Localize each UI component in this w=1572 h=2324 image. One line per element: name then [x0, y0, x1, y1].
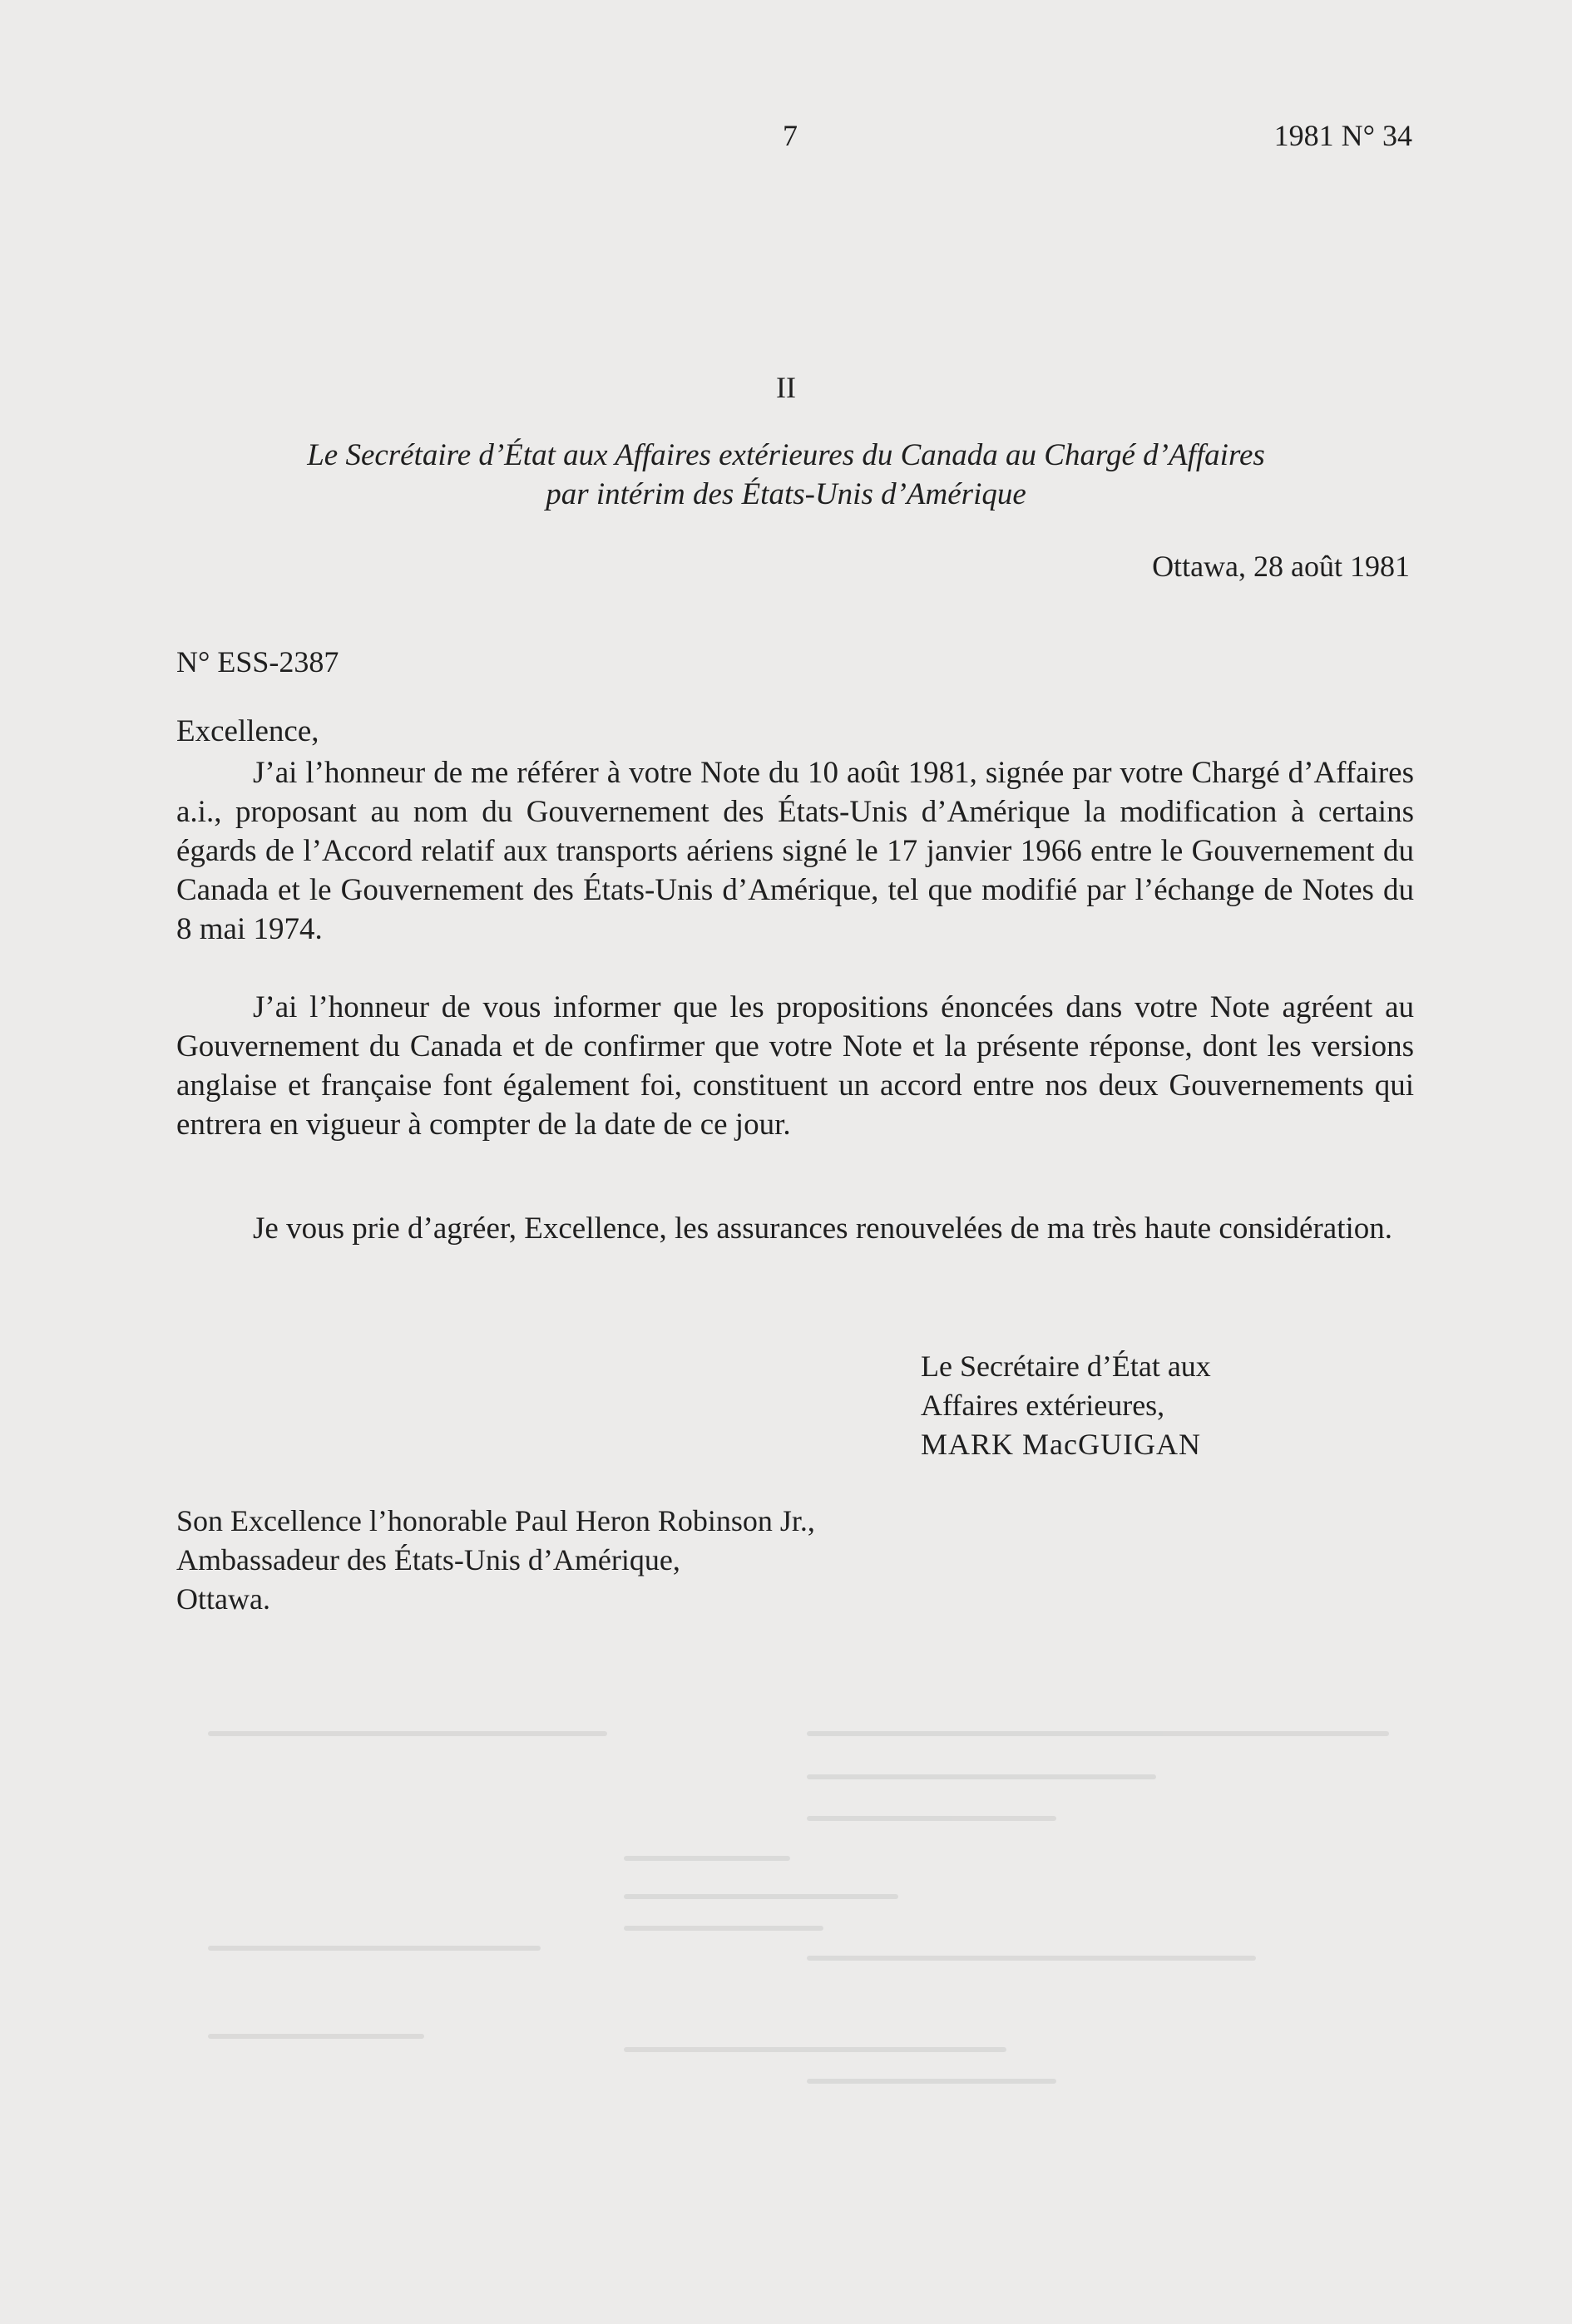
- addressee-line-1: Son Excellence l’honorable Paul Heron Robinson Jr.,: [176, 1504, 815, 1537]
- show-through-line: [807, 1956, 1256, 1961]
- show-through-line: [624, 2047, 1006, 2052]
- signature-block: [921, 1347, 1211, 1464]
- body-paragraph-1: J’ai l’honneur de me référer à votre Note du 10 août 1981, signée par votre Chargé d’Affaires a.i., proposant au nom du Gouvernement des États-Unis d’Amérique la modification à certains égards de l’Accord relatif aux transports aériens signé le 17 janvier 1966 entre le Gouvernement du Canada et le Gouvernement des États-Unis d’Amérique, tel que modifié par l’échange de Notes du 8 mai 1974.: [176, 756, 1414, 946]
- letter-heading: [166, 436, 1406, 514]
- salutation: Excellence,: [176, 714, 319, 748]
- page-number: 7: [783, 119, 798, 152]
- date-line: Ottawa, 28 août 1981: [1152, 550, 1410, 583]
- show-through-line: [624, 1926, 823, 1931]
- signature-title-line-1: Le Secrétaire d’État aux: [921, 1349, 1211, 1383]
- note-number: N° ESS-2387: [176, 645, 339, 678]
- heading-line-2: par intérim des États-Unis d’Amérique: [546, 477, 1026, 511]
- body-paragraph-3: Je vous prie d’agréer, Excellence, les assurances renouvelées de ma très haute considération.: [253, 1211, 1393, 1246]
- show-through-line: [807, 1816, 1056, 1821]
- addressee-block: [176, 1502, 815, 1619]
- show-through-line: [807, 1731, 1389, 1736]
- addressee-line-3: Ottawa.: [176, 1582, 270, 1616]
- show-through-line: [807, 2079, 1056, 2084]
- section-number: II: [776, 371, 796, 404]
- show-through-line: [807, 1774, 1156, 1779]
- heading-line-1: Le Secrétaire d’État aux Affaires extérieures du Canada au Chargé d’Affaires: [307, 438, 1265, 472]
- show-through-line: [208, 1946, 541, 1951]
- reverse-page-show-through: [191, 1721, 1414, 2087]
- treaty-reference: 1981 N° 34: [1273, 119, 1412, 152]
- show-through-line: [208, 2034, 424, 2039]
- show-through-line: [624, 1856, 790, 1861]
- signatory-name: MARK MacGUIGAN: [921, 1428, 1201, 1461]
- addressee-line-2: Ambassadeur des États-Unis d’Amérique,: [176, 1543, 680, 1576]
- signature-title-line-2: Affaires extérieures,: [921, 1389, 1165, 1422]
- show-through-line: [208, 1731, 607, 1736]
- show-through-line: [624, 1894, 898, 1899]
- body-paragraph-2: J’ai l’honneur de vous informer que les propositions énoncées dans votre Note agréent au Gouvernement du Canada et de confirmer que votre Note et la présente réponse, dont les versions anglaise et française font également foi, constituent un accord entre nos deux Gouvernements qui entrera en vigueur à compter de la date de ce jour.: [176, 990, 1414, 1142]
